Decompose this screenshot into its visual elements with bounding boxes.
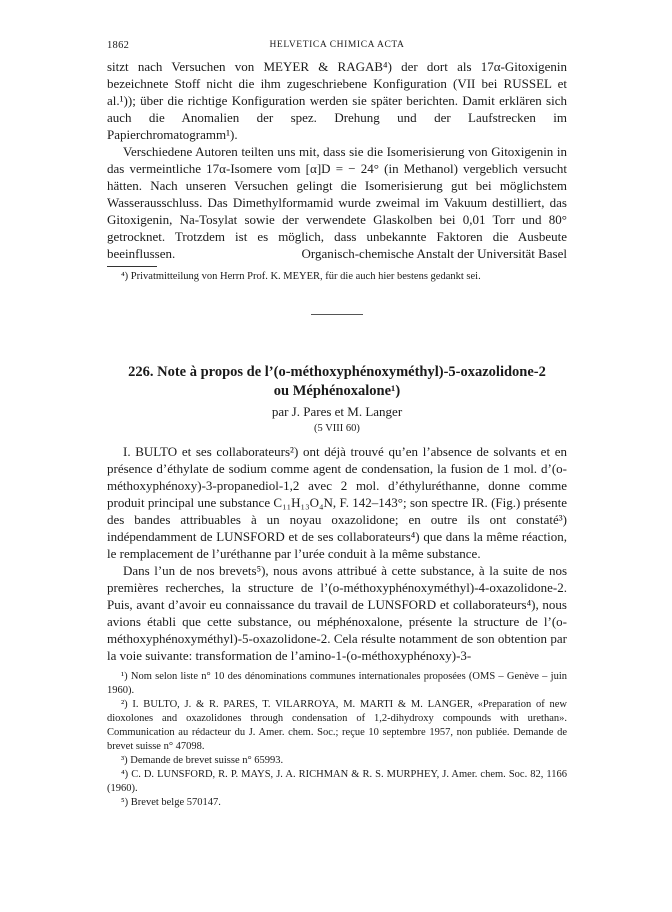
footnote: ³) Demande de brevet suisse n° 65993. bbox=[121, 755, 284, 766]
article-authors: par J. Pares et M. Langer bbox=[271, 404, 403, 419]
page-number: 1862 bbox=[107, 40, 130, 51]
article-separator bbox=[311, 314, 363, 315]
prev-article-paragraph-1: sitzt nach Versuchen von MEYER & RAGAB⁴) der dort als 17α-Gitoxigenin bezeichnete Stoff nicht die ihm zugeschriebene Konfiguration (VII bei RUSSEL et al.¹)); über die richtige Konfiguration werden sie später berichten. Damit erklären sich auch die Anomalien der spez. Drehung und der Laufstrecken im Papierchromatogramm¹). bbox=[107, 59, 567, 142]
prev-article-footnote: ⁴) Privatmitteilung von Herrn Prof. K. MEYER, für die auch hier bestens gedankt sei. bbox=[121, 271, 481, 282]
footnote: ⁴) C. D. LUNSFORD, R. P. MAYS, J. A. RICHMAN & R. S. MURPHEY, J. Amer. chem. Soc. 82, 1166 (1960). bbox=[107, 769, 567, 794]
article-title-line-1: 226. Note à propos de l’(o-méthoxyphénoxyméthyl)-5-oxazolidone-2 bbox=[128, 364, 546, 380]
page bbox=[107, 40, 567, 810]
article-footnotes bbox=[107, 670, 567, 810]
footnote: ²) I. BULTO, J. & R. PARES, T. VILARROYA, M. MARTI & M. LANGER, «Preparation of new dioxolones and oxazolidones through condensation of 1,2-dihydroxy compounds with urethan». Communication au rédacteur du J. Amer. chem. Soc.; reçue 10 septembre 1957, non publiée. Demande de brevet suisse n° 47098. bbox=[107, 699, 567, 752]
running-header bbox=[107, 40, 567, 58]
article-date: (5 VIII 60) bbox=[314, 423, 360, 434]
article-paragraph-2: Dans l’un de nos brevets⁵), nous avons attribué à cette substance, à la suite de nos premières recherches, la structure de l’(o-méthoxyphénoxyméthyl)-4-oxazolidone-2. Puis, avant d’avoir eu connaissance du travail de LUNSFORD et collaborateurs⁴), nous avions établi que cette substance, ou méphénoxalone, présente la structure de l’(o-méthoxyphénoxyméthyl)-5-oxazolidone-2. Cela résulte notamment de son obtention par la voie suivante: transformation de l’amino-1-(o-méthoxyphénoxy)-3- bbox=[107, 563, 567, 663]
footnote: ¹) Nom selon liste n° 10 des dénominations communes internationales proposées (OMS – Genève – juin 1960). bbox=[107, 671, 567, 696]
article-title-line-2: ou Méphénoxalone¹) bbox=[273, 383, 401, 399]
footnote-rule bbox=[107, 266, 157, 267]
article-paragraph-1: I. BULTO et ses collaborateurs²) ont déjà trouvé qu’en l’absence de solvants et en présence d’éthylate de sodium comme agent de condensation, la fusion de 1 mol. d’(o-méthoxyphénoxy)-3-propanediol-1,2 avec 2 mol. d’éthyluréthanne, donne comme produit principal une substance C₁₁H₁₃O₄N, F. 142–143°; son spectre IR. (Fig.) présente des bandes attribuables à un noyau oxazolidone; en outre ils ont constaté³) indépendamment de LUNSFORD et de ses collaborateurs⁴) que dans la même réaction, le remplacement de l’uréthanne par l’urée conduit à la même substance. bbox=[107, 444, 567, 561]
journal-name: HELVETICA CHIMICA ACTA bbox=[269, 40, 405, 50]
footnote: ⁵) Brevet belge 570147. bbox=[121, 797, 221, 808]
institution-signature: Organisch-chemische Anstalt der Universität Basel bbox=[301, 246, 567, 261]
prev-article-paragraph-2: Verschiedene Autoren teilten uns mit, dass sie die Isomerisierung von Gitoxigenin in das vermeintliche 17α-Isomere vom [α]D = − 24° (in Methanol) vergeblich versucht hätten. Nach unseren Versuchen gelingt die Isomerisierung gut bei möglichstem Wasserausschluss. Das Dimethylformamid wurde zweimal im Vakuum destilliert, das Gitoxigenin, Na-Tosylat sowie der verwendete Glaskolben bei 0,01 Torr und 80° getrocknet. Trotzdem ist es möglich, dass unbekannte Faktoren die Ausbeute beeinflussen. bbox=[107, 144, 567, 261]
